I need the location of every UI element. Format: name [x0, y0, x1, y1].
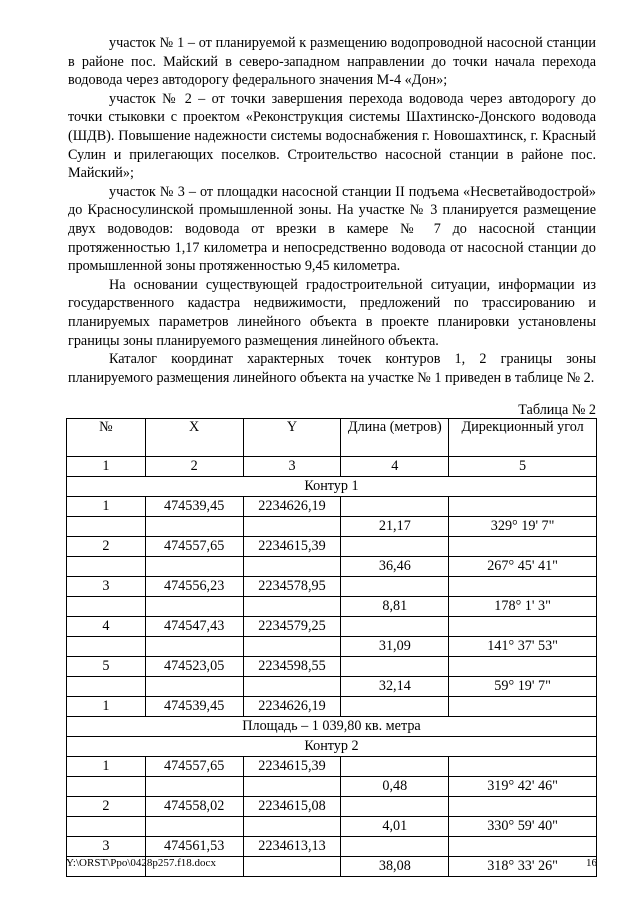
point-x: 474561,53: [145, 837, 243, 857]
table-row: [67, 537, 597, 557]
paragraph-section-3: участок № 3 – от площадки насосной станции II подъема «Несветайводострой» до Красносулинской промышленной зоны. На участке № 3 планируется размещение двух водоводов: водовода от врезки в камере № 7 до насосной станции протяженностью 1,17 километра и непосредственно водовода от насосной станции до промышленной зоны протяженностью 9,45 километра.: [68, 183, 596, 275]
empty-cell: [243, 817, 341, 837]
empty-cell: [243, 597, 341, 617]
column-number-row: [67, 457, 597, 477]
header-y: Y: [243, 419, 341, 457]
empty-cell: [449, 537, 597, 557]
table-row: [67, 597, 597, 617]
paragraph-catalog: Каталог координат характерных точек контуров 1, 2 границы зоны планируемого размещения линейного объекта на участке № 1 приведен в таблице № 2.: [68, 351, 596, 386]
segment-length: 36,46: [341, 557, 449, 577]
empty-cell: [145, 677, 243, 697]
empty-cell: [145, 597, 243, 617]
point-y: 2234615,39: [243, 757, 341, 777]
empty-cell: [449, 497, 597, 517]
contour-1-area: Площадь – 1 039,80 кв. метра: [67, 717, 597, 737]
segment-angle: 318° 33' 26": [449, 857, 597, 877]
table-row: [67, 657, 597, 677]
body-text: [68, 34, 596, 387]
header-angle: Дирекционный угол: [449, 419, 597, 457]
segment-length: 32,14: [341, 677, 449, 697]
empty-cell: [449, 617, 597, 637]
colnum-1: 1: [67, 457, 146, 477]
point-number: 4: [67, 617, 146, 637]
segment-angle: 267° 45' 41": [449, 557, 597, 577]
point-number: 1: [67, 757, 146, 777]
table-row: [67, 757, 597, 777]
segment-length: 8,81: [341, 597, 449, 617]
footer-page-number: 16: [586, 857, 597, 869]
empty-cell: [449, 837, 597, 857]
point-y: 2234578,95: [243, 577, 341, 597]
point-y: 2234615,39: [243, 537, 341, 557]
empty-cell: [449, 657, 597, 677]
empty-cell: [67, 517, 146, 537]
point-y: 2234615,08: [243, 797, 341, 817]
table-caption: Таблица № 2: [518, 402, 596, 418]
table-row: [67, 637, 597, 657]
point-number: 1: [67, 697, 146, 717]
point-number: 2: [67, 537, 146, 557]
empty-cell: [67, 777, 146, 797]
segment-length: 21,17: [341, 517, 449, 537]
point-number: 1: [67, 497, 146, 517]
segment-angle: 319° 42' 46": [449, 777, 597, 797]
empty-cell: [67, 677, 146, 697]
empty-cell: [243, 857, 341, 877]
segment-angle: 178° 1' 3": [449, 597, 597, 617]
empty-cell: [341, 837, 449, 857]
colnum-2: 2: [145, 457, 243, 477]
empty-cell: [341, 757, 449, 777]
empty-cell: [341, 497, 449, 517]
paragraph-basis: На основании существующей градостроительной ситуации, информации из государственного кадастра недвижимости, предложений по трассированию и планируемых параметров линейного объекта в проекте планировки установлены границы зоны планируемого размещения линейного объекта.: [68, 276, 596, 349]
table-row: [67, 577, 597, 597]
paragraph-section-2: участок № 2 – от точки завершения перехода водовода через автодорогу до точки стыковки с проектом «Реконструкция системы Шахтинско-Донского водовода (ШДВ). Повышение надежности системы водоснабжения г. Новошахтинск, г. Красный Сулин и прилегающих поселков. Строительство насосной станции в районе пос. Майский»;: [68, 90, 596, 182]
empty-cell: [341, 617, 449, 637]
empty-cell: [243, 637, 341, 657]
contour-2-title-row: [67, 737, 597, 757]
point-number: 2: [67, 797, 146, 817]
table-row: [67, 617, 597, 637]
point-y: 2234626,19: [243, 497, 341, 517]
point-x: 474547,43: [145, 617, 243, 637]
table-row: [67, 697, 597, 717]
point-y: 2234598,55: [243, 657, 341, 677]
point-x: 474539,45: [145, 497, 243, 517]
empty-cell: [67, 597, 146, 617]
segment-angle: 330° 59' 40": [449, 817, 597, 837]
header-number: №: [67, 419, 146, 457]
empty-cell: [243, 677, 341, 697]
point-y: 2234613,13: [243, 837, 341, 857]
point-y: 2234579,25: [243, 617, 341, 637]
table-row: [67, 677, 597, 697]
point-number: 5: [67, 657, 146, 677]
point-x: 474556,23: [145, 577, 243, 597]
segment-angle: 141° 37' 53": [449, 637, 597, 657]
footer-file-path: Y:\ORST\Ppo\0428p257.f18.docx: [66, 857, 216, 869]
empty-cell: [145, 557, 243, 577]
colnum-5: 5: [449, 457, 597, 477]
colnum-3: 3: [243, 457, 341, 477]
empty-cell: [67, 817, 146, 837]
paragraph-section-1: участок № 1 – от планируемой к размещению водопроводной насосной станции в районе пос. Майский в северо-западном направлении до точки начала перехода водовода через автодорогу федерального значения М-4 «Дон»;: [68, 35, 596, 89]
empty-cell: [341, 657, 449, 677]
empty-cell: [243, 517, 341, 537]
header-length: Длина (метров): [341, 419, 449, 457]
contour-1-title-row: [67, 477, 597, 497]
area-row: [67, 717, 597, 737]
segment-angle: 59° 19' 7": [449, 677, 597, 697]
empty-cell: [449, 577, 597, 597]
point-x: 474539,45: [145, 697, 243, 717]
segment-length: 0,48: [341, 777, 449, 797]
empty-cell: [145, 817, 243, 837]
table-row: [67, 557, 597, 577]
table-row: [67, 517, 597, 537]
table-row: [67, 837, 597, 857]
table-row: [67, 817, 597, 837]
empty-cell: [145, 637, 243, 657]
empty-cell: [243, 557, 341, 577]
coordinates-table: [66, 418, 597, 877]
empty-cell: [67, 557, 146, 577]
colnum-4: 4: [341, 457, 449, 477]
table-row: [67, 777, 597, 797]
segment-length: 38,08: [341, 857, 449, 877]
contour-1-title: Контур 1: [67, 477, 597, 497]
segment-length: 4,01: [341, 817, 449, 837]
empty-cell: [341, 797, 449, 817]
empty-cell: [67, 637, 146, 657]
point-x: 474558,02: [145, 797, 243, 817]
point-x: 474557,65: [145, 757, 243, 777]
contour-2-title: Контур 2: [67, 737, 597, 757]
empty-cell: [341, 537, 449, 557]
empty-cell: [341, 697, 449, 717]
point-x: 474523,05: [145, 657, 243, 677]
point-y: 2234626,19: [243, 697, 341, 717]
empty-cell: [145, 777, 243, 797]
empty-cell: [449, 757, 597, 777]
table-row: [67, 497, 597, 517]
point-x: 474557,65: [145, 537, 243, 557]
table-header-row: [67, 419, 597, 457]
point-number: 3: [67, 837, 146, 857]
empty-cell: [341, 577, 449, 597]
segment-length: 31,09: [341, 637, 449, 657]
table-row: [67, 797, 597, 817]
header-x: X: [145, 419, 243, 457]
empty-cell: [449, 697, 597, 717]
empty-cell: [449, 797, 597, 817]
empty-cell: [145, 517, 243, 537]
point-number: 3: [67, 577, 146, 597]
empty-cell: [243, 777, 341, 797]
segment-angle: 329° 19' 7": [449, 517, 597, 537]
